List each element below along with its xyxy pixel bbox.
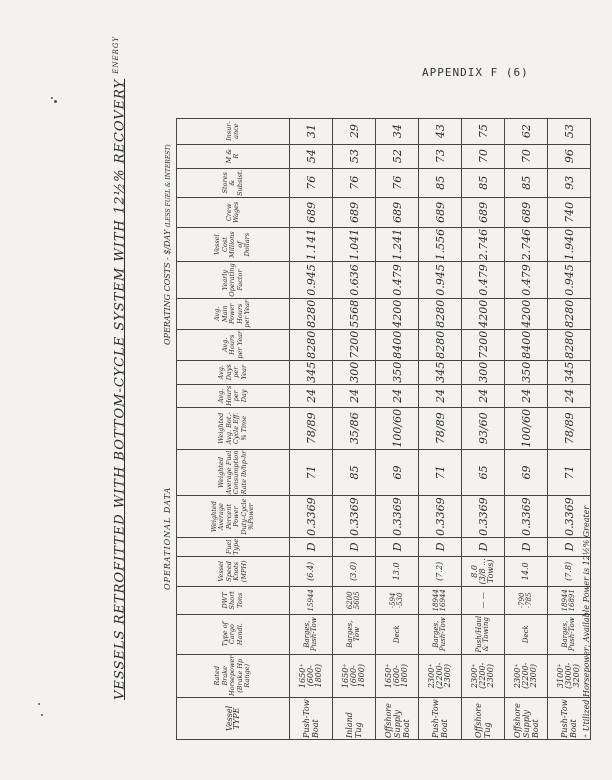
column-header-insurance: Insur-ance: [177, 118, 290, 144]
cell-rated-horsepower: 1650⁺ (600-1800): [376, 654, 419, 697]
cell-dwt: 15944: [290, 586, 333, 614]
column-header-vessel-cost: Vessel Cost Millions of Dollars: [177, 227, 290, 262]
cell-stores-subsistence: 76: [290, 168, 333, 197]
column-header-hours-per-day: Avg. Hours per Day: [177, 384, 290, 407]
cell-hours-per-day: 24: [462, 384, 505, 407]
column-header-vessel-speed: Vessel Speed Knots (MPH): [177, 556, 290, 586]
appendix-label: APPENDIX F (6): [422, 66, 529, 79]
table-row: [419, 118, 462, 739]
cell-main-power-hours: 4200: [505, 298, 548, 329]
cell-percent-power: 69: [376, 449, 419, 496]
cell-m-and-r: 70: [462, 144, 505, 168]
cell-operating-factor: 0.636: [333, 262, 376, 298]
table-title-energy: ENERGY: [112, 36, 120, 74]
column-header-hours-per-year: Avg. Hours per Year: [177, 329, 290, 360]
cell-vessel-speed: (7.8): [548, 556, 591, 586]
cell-percent-power: 71: [419, 449, 462, 496]
cell-m-and-r: 53: [333, 144, 376, 168]
column-header-fuel-type: Fuel Type: [177, 537, 290, 556]
column-header-dwt: DWT Short Tons: [177, 586, 290, 614]
cell-days-per-year: 345: [548, 360, 591, 384]
cell-operating-factor: 0.479: [505, 262, 548, 298]
cell-insurance: 43: [419, 118, 462, 144]
cell-fuel-type: D: [419, 537, 462, 556]
cell-hours-per-day: 24: [290, 384, 333, 407]
cell-bottom-cycle-efficiency: 35/86: [333, 407, 376, 449]
cell-dwt: 6200 5605: [333, 586, 376, 614]
cell-stores-subsistence: 76: [376, 168, 419, 197]
cell-hours-per-day: 24: [419, 384, 462, 407]
cell-days-per-year: 345: [419, 360, 462, 384]
cell-vessel-cost: 1.041: [333, 227, 376, 262]
cell-hours-per-year: 7200: [333, 329, 376, 360]
cell-vessel-cost: 1.141: [290, 227, 333, 262]
cell-hours-per-year: 7200: [462, 329, 505, 360]
cell-m-and-r: 96: [548, 144, 591, 168]
scan-speck: [54, 100, 57, 103]
cell-cargo-type: Deck: [376, 614, 419, 654]
column-header-bottom-cycle-efficiency: Weighted Avg. Bot.-Cycle Eff. % Time: [177, 407, 290, 449]
group-header-operational: OPERATIONAL DATA: [163, 486, 172, 590]
scan-speck: [51, 97, 53, 99]
cell-crew-wages: 740: [548, 197, 591, 227]
cell-bottom-cycle-efficiency: 93/60: [462, 407, 505, 449]
cell-crew-wages: 689: [505, 197, 548, 227]
cell-insurance: 53: [548, 118, 591, 144]
cell-fuel-consumption: 0.3369: [290, 496, 333, 538]
cell-percent-power: 85: [333, 449, 376, 496]
cell-bottom-cycle-efficiency: 78/89: [290, 407, 333, 449]
cell-main-power-hours: 8280: [290, 298, 333, 329]
cell-fuel-consumption: 0.3369: [462, 496, 505, 538]
cell-bottom-cycle-efficiency: 78/89: [548, 407, 591, 449]
cell-vessel-type: Push-Tow Boat: [290, 698, 333, 740]
cell-main-power-hours: 4200: [462, 298, 505, 329]
column-header-percent-power: Weighted Average Fuel Consumption Rate lb/hp-hr: [177, 449, 290, 496]
scan-speck: [38, 703, 40, 705]
cell-stores-subsistence: 76: [333, 168, 376, 197]
cell-cargo-type: Barges, Push-Tow: [419, 614, 462, 654]
cell-m-and-r: 52: [376, 144, 419, 168]
cell-stores-subsistence: 93: [548, 168, 591, 197]
column-header-operating-factor: Yearly Operating Factor: [177, 262, 290, 298]
cell-dwt: ·790 ·785: [505, 586, 548, 614]
cell-vessel-cost: 2.746: [462, 227, 505, 262]
cell-stores-subsistence: 85: [419, 168, 462, 197]
table-row: [333, 118, 376, 739]
cell-vessel-type: Offshore Supply Boat: [505, 698, 548, 740]
column-header-stores-subsistence: Stores & Subsist.: [177, 168, 290, 197]
cell-rated-horsepower: 2300⁺ (2200-2300): [419, 654, 462, 697]
cell-insurance: 62: [505, 118, 548, 144]
cell-hours-per-day: 24: [376, 384, 419, 407]
cell-crew-wages: 689: [419, 197, 462, 227]
cell-main-power-hours: 5568: [333, 298, 376, 329]
column-header-vessel-type: Vessel TYPE: [177, 698, 290, 740]
cell-operating-factor: 0.945: [290, 262, 333, 298]
cell-m-and-r: 70: [505, 144, 548, 168]
table-title-recovery: 12½% RECOVERY: [112, 78, 128, 215]
cell-hours-per-year: 8280: [548, 329, 591, 360]
cell-percent-power: 71: [290, 449, 333, 496]
cell-percent-power: 71: [548, 449, 591, 496]
cell-dwt: 18944 16944: [419, 586, 462, 614]
table-body: [290, 118, 591, 739]
column-header-fuel-consumption: Weighted Average Percent Power Duty-Cycle %Power: [177, 496, 290, 538]
cell-rated-horsepower: 2300⁺ (2200-2300): [462, 654, 505, 697]
cell-vessel-type: Push-Tow Boat: [419, 698, 462, 740]
cell-crew-wages: 689: [376, 197, 419, 227]
cell-hours-per-year: 8280: [290, 329, 333, 360]
cell-vessel-speed: 8.0 (3/8 ... Tows): [462, 556, 505, 586]
cell-main-power-hours: 8280: [548, 298, 591, 329]
table-title-main: VESSELS RETROFITTED WITH BOTTOM-CYCLE SYSTEM WITH: [112, 214, 128, 700]
cell-main-power-hours: 8280: [419, 298, 462, 329]
cell-vessel-speed: 14.0: [505, 556, 548, 586]
cell-crew-wages: 689: [462, 197, 505, 227]
column-header-m-and-r: M & R: [177, 144, 290, 168]
cell-operating-factor: 0.479: [462, 262, 505, 298]
cell-cargo-type: Push/Haul & Towing: [462, 614, 505, 654]
cell-crew-wages: 689: [290, 197, 333, 227]
cell-operating-factor: 0.479: [376, 262, 419, 298]
cell-stores-subsistence: 85: [505, 168, 548, 197]
cell-hours-per-year: 8400: [505, 329, 548, 360]
table-row: [376, 118, 419, 739]
cell-vessel-type: Offshore Supply Boat: [376, 698, 419, 740]
cell-vessel-cost: 1.940: [548, 227, 591, 262]
cell-hours-per-day: 24: [333, 384, 376, 407]
cell-vessel-type: Push-Tow Boat: [548, 698, 591, 740]
cell-days-per-year: 300: [462, 360, 505, 384]
cell-rated-horsepower: 1650⁺ (600-1800): [333, 654, 376, 697]
cell-fuel-consumption: 0.3369: [419, 496, 462, 538]
header-row: [177, 118, 290, 739]
cell-bottom-cycle-efficiency: 78/89: [419, 407, 462, 449]
cell-fuel-consumption: 0.3369: [505, 496, 548, 538]
cell-bottom-cycle-efficiency: 100/60: [376, 407, 419, 449]
cell-fuel-consumption: 0.3369: [548, 496, 591, 538]
cell-rated-horsepower: 2300⁺ (2200-2300): [505, 654, 548, 697]
cell-hours-per-day: 24: [548, 384, 591, 407]
cell-m-and-r: 73: [419, 144, 462, 168]
cell-hours-per-day: 24: [505, 384, 548, 407]
cell-rated-horsepower: 1650⁺ (600-1800): [290, 654, 333, 697]
cell-operating-factor: 0.945: [548, 262, 591, 298]
column-header-crew-wages: Crew Wages: [177, 197, 290, 227]
cell-operating-factor: 0.945: [419, 262, 462, 298]
cell-dwt: ·594 ·530: [376, 586, 419, 614]
cell-vessel-speed: (6.4): [290, 556, 333, 586]
table-footnote: ⁺ Utilized Horsepower; Available Power is 12½% Greater: [582, 505, 591, 738]
column-header-main-power-hours: Avg. Main Power Hours per Year: [177, 298, 290, 329]
cell-vessel-type: Offshore Tug: [462, 698, 505, 740]
rotated-table-sheet: [112, 36, 612, 740]
cell-cargo-type: Barges, Push-Tow: [548, 614, 591, 654]
group-header-costs-label: OPERATING COSTS - $/DAY: [163, 229, 172, 345]
cell-stores-subsistence: 85: [462, 168, 505, 197]
cell-insurance: 31: [290, 118, 333, 144]
scan-speck: [41, 714, 43, 716]
cell-insurance: 75: [462, 118, 505, 144]
cell-fuel-type: D: [376, 537, 419, 556]
table-row: [462, 118, 505, 739]
cell-insurance: 34: [376, 118, 419, 144]
cell-rated-horsepower: 3100⁺ (3000-3200): [548, 654, 591, 697]
vessel-data-table: [176, 118, 591, 740]
cell-vessel-cost: 1.556: [419, 227, 462, 262]
column-header-rated-horsepower: Rated Brake Horsepower (Brake Hp Range): [177, 654, 290, 697]
cell-days-per-year: 300: [333, 360, 376, 384]
cell-fuel-type: D: [290, 537, 333, 556]
table-row: [505, 118, 548, 739]
cell-days-per-year: 350: [376, 360, 419, 384]
cell-vessel-cost: 2.746: [505, 227, 548, 262]
cell-cargo-type: Barges, Push-Tow: [290, 614, 333, 654]
cell-vessel-speed: (3.0): [333, 556, 376, 586]
cell-percent-power: 69: [505, 449, 548, 496]
cell-days-per-year: 350: [505, 360, 548, 384]
table-row: [290, 118, 333, 739]
cell-cargo-type: Deck: [505, 614, 548, 654]
cell-fuel-type: D: [548, 537, 591, 556]
cell-vessel-speed: (7.2): [419, 556, 462, 586]
cell-dwt: — —: [462, 586, 505, 614]
cell-fuel-consumption: 0.3369: [376, 496, 419, 538]
cell-bottom-cycle-efficiency: 100/60: [505, 407, 548, 449]
cell-cargo-type: Barges, Tow: [333, 614, 376, 654]
cell-fuel-type: D: [462, 537, 505, 556]
group-header-costs: [163, 144, 172, 345]
group-header-costs-sub: (LESS FUEL & INTEREST): [165, 144, 172, 228]
cell-m-and-r: 54: [290, 144, 333, 168]
cell-main-power-hours: 4200: [376, 298, 419, 329]
cell-vessel-cost: 1.241: [376, 227, 419, 262]
cell-percent-power: 65: [462, 449, 505, 496]
cell-dwt: 18944 16891: [548, 586, 591, 614]
column-header-days-per-year: Avg. Days per Year: [177, 360, 290, 384]
cell-fuel-type: D: [505, 537, 548, 556]
cell-hours-per-year: 8400: [376, 329, 419, 360]
cell-vessel-speed: 13.0: [376, 556, 419, 586]
cell-insurance: 29: [333, 118, 376, 144]
cell-fuel-type: D: [333, 537, 376, 556]
cell-days-per-year: 345: [290, 360, 333, 384]
cell-fuel-consumption: 0.3369: [333, 496, 376, 538]
table-title: [112, 36, 128, 700]
cell-crew-wages: 689: [333, 197, 376, 227]
column-header-cargo-type: Type of Cargo Handl.: [177, 614, 290, 654]
cell-hours-per-year: 8280: [419, 329, 462, 360]
cell-vessel-type: Inland Tug: [333, 698, 376, 740]
